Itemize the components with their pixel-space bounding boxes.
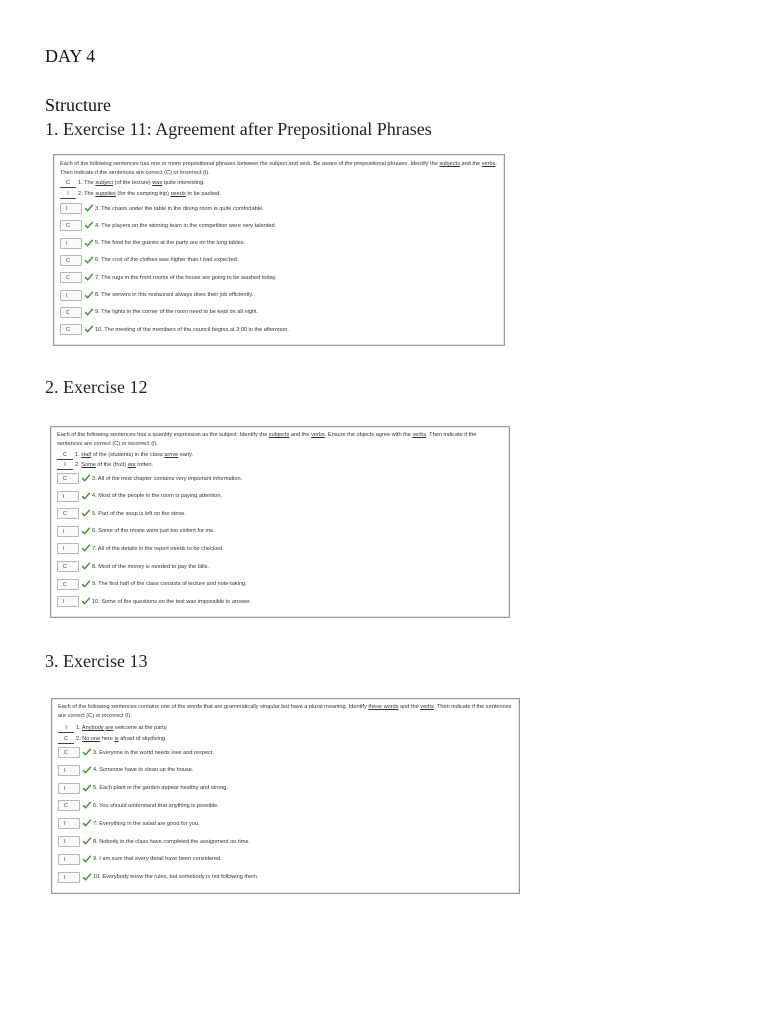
instruction-text: Each of the following sentences has one or more prepositional phrases between the subject and verb. Be aware of the prepositional phrases. Identify the xyxy=(60,161,440,167)
question-row xyxy=(58,746,214,759)
underlined-term: Some xyxy=(81,462,96,468)
check-icon xyxy=(82,819,92,828)
example-text: 1. xyxy=(75,452,82,458)
structure-heading: Structure xyxy=(45,95,111,115)
underlined-term: are xyxy=(127,462,136,468)
check-icon xyxy=(81,580,91,589)
example-text: of the (students) in the class xyxy=(91,452,165,458)
question-row xyxy=(58,817,200,830)
answer-field[interactable]: I xyxy=(58,783,80,794)
underlined-term: needs xyxy=(170,191,186,197)
underlined-term: Anybody xyxy=(81,725,104,731)
underlined-term: was xyxy=(152,180,163,186)
answer-field[interactable]: I xyxy=(57,596,79,607)
example-sentence xyxy=(57,461,153,470)
example-sentence xyxy=(58,724,168,733)
answer-field[interactable]: I xyxy=(58,854,80,865)
check-icon xyxy=(84,308,94,317)
check-icon xyxy=(82,873,92,882)
question-row xyxy=(58,853,222,866)
example-sentence xyxy=(60,190,221,199)
question-row xyxy=(57,472,242,485)
answer-field[interactable]: I xyxy=(57,526,79,537)
question-text: 4. The players on the winning team in the competition were very talented. xyxy=(95,222,277,229)
question-text: 4. Most of the people in the room is paying attention. xyxy=(92,493,222,500)
instructions xyxy=(58,703,513,720)
underlined-term: subjects xyxy=(268,432,290,438)
question-row xyxy=(60,237,245,250)
check-icon xyxy=(82,784,92,793)
underlined-term: subject xyxy=(95,180,114,186)
example-text: 1. xyxy=(76,725,82,731)
answer-field[interactable]: C xyxy=(57,579,79,590)
example-text: 2. The xyxy=(78,191,96,197)
question-text: 6. Some of the movie were just too violent for me. xyxy=(92,528,215,535)
instructions xyxy=(60,160,498,177)
answer-field[interactable]: I xyxy=(58,836,80,847)
question-text: 7. Everything in the salad are good for you. xyxy=(93,820,200,827)
question-row xyxy=(57,542,224,555)
question-row xyxy=(58,871,258,884)
underlined-term: is xyxy=(114,736,119,742)
check-icon xyxy=(81,597,91,606)
underlined-term: verbs xyxy=(481,161,496,167)
question-row xyxy=(60,323,289,336)
answer-field[interactable]: I xyxy=(60,203,82,214)
underlined-term: No one xyxy=(82,736,101,742)
underlined-term: are xyxy=(105,725,114,731)
underlined-term: these words xyxy=(368,704,399,710)
question-text: 6. The cost of the clothes was higher than I had expected. xyxy=(95,257,239,264)
answer-field[interactable]: C xyxy=(60,307,82,318)
answer-field[interactable]: C xyxy=(60,255,82,266)
question-row xyxy=(57,560,209,573)
example-sentence xyxy=(57,451,193,460)
question-row xyxy=(58,782,228,795)
example-text: here xyxy=(100,736,115,742)
check-icon xyxy=(84,221,94,230)
question-row xyxy=(60,202,264,215)
check-icon xyxy=(82,855,92,864)
example-mark: I xyxy=(58,725,74,733)
answer-field[interactable]: C xyxy=(60,272,82,283)
question-text: 10. Some of the questions on the test was impossible to answer. xyxy=(92,598,252,605)
question-row xyxy=(60,254,238,267)
question-row xyxy=(57,525,215,538)
question-text: 10. The meeting of the members of the council begins at 3:00 in the afternoon. xyxy=(95,326,289,333)
instructions xyxy=(57,431,503,448)
question-text: 8. Nobody in the class have completed the assignment on time. xyxy=(93,838,251,845)
example-text: to be packed. xyxy=(185,191,221,197)
instruction-text: . Then indicate if the sentences are correct (C) or incorrect (I). xyxy=(60,161,497,176)
question-row xyxy=(57,595,251,608)
answer-field[interactable]: I xyxy=(60,238,82,249)
check-icon xyxy=(82,837,92,846)
question-text: 5. Each plant in the garden appear healthy and strong. xyxy=(93,785,228,792)
check-icon xyxy=(84,256,94,265)
check-icon xyxy=(81,527,91,536)
day-heading: DAY 4 xyxy=(45,46,96,66)
question-text: 8. The servers in this restaurant always does their job efficiently. xyxy=(95,292,254,298)
underlined-term: supplies xyxy=(95,191,116,197)
question-row xyxy=(57,490,222,503)
question-row xyxy=(58,764,193,777)
question-text: 4. Someone have to clean up the house. xyxy=(93,767,194,774)
instruction-text: and the xyxy=(459,161,482,167)
answer-field[interactable]: I xyxy=(57,543,79,554)
underlined-term: arrive xyxy=(164,452,179,458)
check-icon xyxy=(84,239,94,248)
instruction-text: . Then indicate if the sentences are correct (C) or incorrect (I). xyxy=(57,432,477,447)
answer-field[interactable]: C xyxy=(60,220,82,231)
check-icon xyxy=(81,474,91,483)
question-row xyxy=(58,835,250,848)
example-text: welcome at the party. xyxy=(113,725,168,731)
instruction-text: Each of the following sentences contains one of the words that are grammatically singular but have a plural meaning. Identify xyxy=(58,704,369,710)
question-text: 5. Part of the soup is left on the stove. xyxy=(92,510,186,517)
instruction-text: . Then indicate if the sentences are correct (C) or incorrect (I). xyxy=(58,704,512,719)
question-text: 10. Everybody know the rules, but somebody is not following them. xyxy=(93,874,259,881)
check-icon xyxy=(82,766,92,775)
answer-field[interactable]: C xyxy=(58,800,80,811)
answer-field[interactable]: C xyxy=(57,561,79,572)
answer-field[interactable]: C xyxy=(60,324,82,335)
question-text: 3. All of the next chapter contains very important information. xyxy=(92,475,243,482)
underlined-term: subjects xyxy=(439,161,460,167)
check-icon xyxy=(84,204,94,213)
check-icon xyxy=(84,273,94,282)
underlined-term: verbs xyxy=(412,432,427,438)
question-text: 7. The rugs in the front rooms of the house are going to be washed today. xyxy=(95,274,277,281)
check-icon xyxy=(81,509,91,518)
question-row xyxy=(58,799,219,812)
instruction-text: and the xyxy=(289,432,312,438)
instruction-text: Each of the following sentences has a quantity expression as the subject. Identify the xyxy=(57,432,269,438)
example-text: 2. xyxy=(76,736,83,742)
check-icon xyxy=(81,544,91,553)
example-sentence xyxy=(60,179,205,188)
example-text: early. xyxy=(178,452,194,458)
example-text: 2. xyxy=(75,462,82,468)
answer-field[interactable]: C xyxy=(57,508,79,519)
question-row xyxy=(60,306,258,319)
answer-field[interactable]: I xyxy=(58,818,80,829)
answer-field[interactable]: I xyxy=(58,872,80,883)
question-text: 9. The lights in the corner of the room need to be kept on all night. xyxy=(95,309,259,316)
exercise-12-title: 2. Exercise 12 xyxy=(45,377,148,397)
example-text: (of the lecture) xyxy=(113,180,153,186)
question-text: 5. The food for the guests at the party are on the long tables. xyxy=(95,240,246,247)
example-text: rotten. xyxy=(135,462,154,468)
answer-field[interactable]: I xyxy=(57,491,79,502)
example-sentence xyxy=(58,735,167,744)
example-mark: I xyxy=(57,462,73,470)
exercise-11-panel xyxy=(53,154,505,346)
example-text: 1. The xyxy=(78,180,96,186)
check-icon xyxy=(82,748,92,757)
example-mark: C xyxy=(60,180,76,188)
question-text: 3. The chairs under the table in the dining room is quite comfortable. xyxy=(95,205,264,212)
question-text: 9. The first half of the class consists of lecture and note-taking. xyxy=(92,581,247,588)
instruction-text: and the xyxy=(398,704,421,710)
check-icon xyxy=(81,562,91,571)
question-text: 9. I am sure that every detail have been considered. xyxy=(93,856,222,863)
exercise-11-title: 1. Exercise 11: Agreement after Prepositional Phrases xyxy=(45,119,432,139)
question-row xyxy=(60,289,253,302)
instruction-text: . Ensure the objects agree with the xyxy=(324,432,413,438)
example-text: afraid of skydiving. xyxy=(118,736,167,742)
exercise-13-title: 3. Exercise 13 xyxy=(45,651,148,671)
exercise-12-panel xyxy=(50,426,510,618)
question-row xyxy=(60,219,276,232)
question-text: 7. All of the details in the report needs to be checked. xyxy=(92,545,224,552)
question-row xyxy=(60,271,277,284)
example-mark: C xyxy=(57,452,73,460)
check-icon xyxy=(82,801,92,810)
example-text: (for the camping trip) xyxy=(115,191,171,197)
question-text: 6. You should understand that anything is possible. xyxy=(93,802,219,809)
answer-field[interactable]: C xyxy=(58,747,80,758)
example-mark: I xyxy=(60,191,76,199)
question-row xyxy=(57,578,247,591)
example-mark: C xyxy=(58,736,74,744)
underlined-term: verbs xyxy=(420,704,434,710)
question-row xyxy=(57,507,186,520)
exercise-13-panel xyxy=(51,698,520,894)
check-icon xyxy=(84,325,94,334)
question-text: 3. Everyone in the world needs love and respect. xyxy=(93,749,214,756)
question-text: 8. Most of the money is needed to pay the bills. xyxy=(92,563,209,570)
example-text: quite interesting. xyxy=(162,180,205,186)
underlined-term: Half xyxy=(81,452,92,458)
answer-field[interactable]: I xyxy=(60,290,82,301)
underlined-term: verbs xyxy=(311,432,325,438)
check-icon xyxy=(81,492,91,501)
check-icon xyxy=(84,291,94,300)
answer-field[interactable]: C xyxy=(57,473,79,484)
example-text: of the (fruit) xyxy=(95,462,128,468)
answer-field[interactable]: I xyxy=(58,765,80,776)
